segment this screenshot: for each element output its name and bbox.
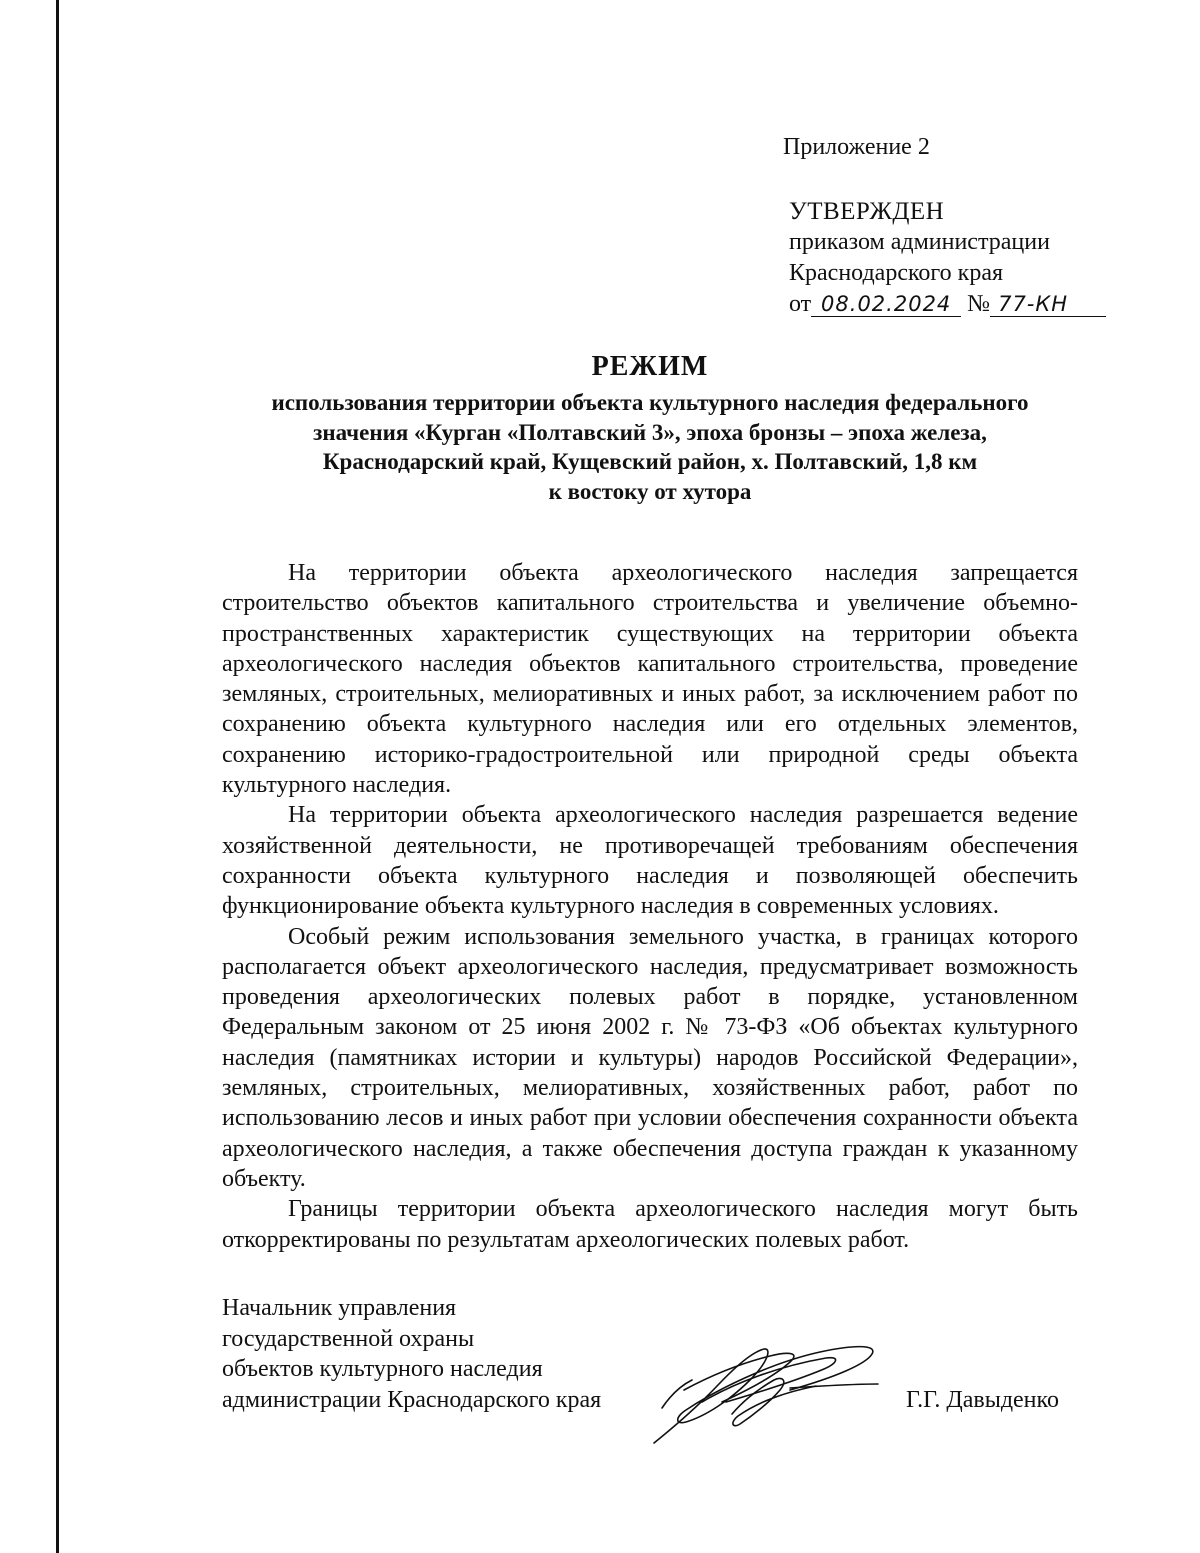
order-date-number-line [789,289,1106,320]
body-paragraph: Особый режим использования земельного участка, в границах которого располагается объект археологического наследия, предусматривает возможность проведения археологических полевых работ в порядке, установленном Федеральным законом от 25 июня 2002 г. № 73-ФЗ «Об объектах культурного наследия (памятниках истории и культуры) народов Российской Федерации», земляных, строительных, мелиоративных, хозяйственных работ, работ по использованию лесов и иных работ при условии обеспечения сохранности объекта археологического наследия, а также обеспечения доступа граждан к указанному объекту. [222,923,1078,1192]
order-number-field [990,292,1106,317]
body-paragraph: На территории объекта археологического наследия запрещается строительство объектов капитального строительства и увеличение объемно-пространственных характеристик существующих на территории объекта археологического наследия объектов капитального строительства, проведение земляных, строительных, мелиоративных и иных работ, за исключением работ по сохранению объекта культурного наследия или его отдельных элементов, сохранению историко-градостроительной или природной среды объекта культурного наследия. [222,560,1078,799]
approval-line-2: Краснодарского края [789,260,1004,286]
document-title: РЕЖИМ [591,351,709,382]
document-subtitle-line-4: к востоку от хутора [548,478,752,504]
signer-position-line-3: объектов культурного наследия [222,1356,543,1382]
signature-graphic [640,1330,890,1450]
document-subtitle-line-1: использования территории объекта культурного наследия федерального [271,390,1029,415]
order-date-value: 08.02.2024 [821,292,952,316]
approval-stamp-title: УТВЕРЖДЕН [789,198,945,225]
order-from-label: от [789,291,812,317]
document-body [222,558,1078,1255]
body-paragraph: Границы территории объекта археологического наследия могут быть откорректированы по результатам археологических полевых работ. [222,1196,1078,1253]
signer-position-line-2: государственной охраны [222,1325,475,1352]
page-left-edge [56,0,59,1553]
signer-position-line-4: администрации Краснодарского края [222,1386,602,1413]
signer-name: Г.Г. Давыденко [906,1387,1059,1413]
order-number-label: № [967,291,991,317]
handwritten-signature [640,1330,890,1455]
order-date-field [811,292,961,317]
document-heading [140,350,1160,506]
approval-block [789,196,1106,320]
body-paragraph: На территории объекта археологического наследия разрешается ведение хозяйственной деятельности, не противоречащей требованиям обеспечения сохранности объекта культурного наследия и позволяющей обеспечить функционирование объекта культурного наследия в современных условиях. [222,802,1078,920]
approval-line-1: приказом администрации [789,229,1050,255]
document-subtitle-line-2: значения «Курган «Полтавский 3», эпоха бронзы – эпоха железа, [313,419,987,445]
order-number-value: 77-КН [998,292,1069,316]
signer-position [222,1293,601,1415]
document-subtitle-line-3: Краснодарский край, Кущевский район, х. Полтавский, 1,8 км [322,449,978,474]
annex-label: Приложение 2 [783,134,930,160]
signer-position-line-1: Начальник управления [222,1295,457,1321]
